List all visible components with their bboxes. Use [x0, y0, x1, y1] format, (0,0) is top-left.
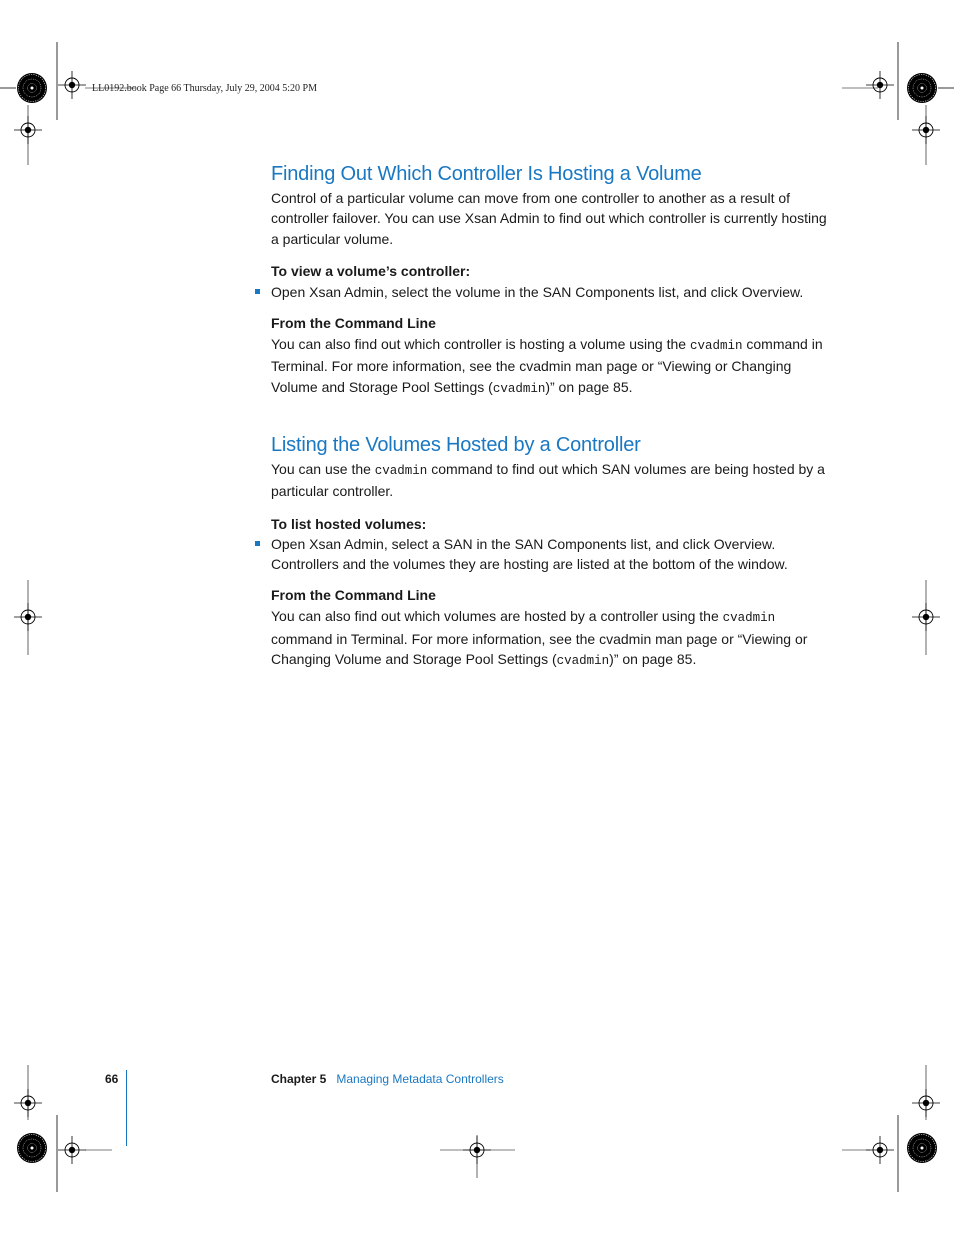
bullet-text: Open Xsan Admin, select the volume in the SAN Components list, and click Overview.: [271, 283, 804, 300]
inline-code: cvadmin: [374, 464, 428, 479]
footer-divider: [126, 1070, 127, 1146]
section-intro: Control of a particular volume can move from one controller to another as a result of controller failover. You can use Xsan Admin to find out which controller is currently hosting a particular volume.: [271, 190, 827, 247]
task-label: To list hosted volumes:: [271, 515, 427, 532]
text-run: )” on page 85.: [545, 378, 633, 395]
command-line-paragraph: [271, 334, 831, 399]
bullet-text: Open Xsan Admin, select a SAN in the SAN Components list, and click Overview. Controllers and the volumes they are hosting are listed at the bottom of the window.: [271, 535, 788, 572]
bullet-square-icon: [255, 541, 260, 546]
task-label: To view a volume’s controller:: [271, 262, 471, 279]
inline-code: cvadmin: [492, 381, 546, 396]
section-intro: [271, 459, 831, 502]
text-run: )” on page 85.: [609, 650, 697, 667]
chapter-label: Chapter 5: [271, 1072, 327, 1086]
text-run: You can use the: [271, 461, 375, 478]
inline-code: cvadmin: [556, 653, 610, 668]
chapter-title: Managing Metadata Controllers: [336, 1072, 504, 1086]
bullet-item: [271, 282, 831, 302]
page-number: 66: [105, 1072, 119, 1086]
inline-code: cvadmin: [689, 339, 743, 354]
section-heading-listing: Listing the Volumes Hosted by a Controller: [271, 434, 641, 457]
footer-chapter: [271, 1072, 504, 1086]
command-line-paragraph: [271, 606, 831, 671]
section-heading-hosting: Finding Out Which Controller Is Hosting a Volume: [271, 163, 702, 185]
page-content: [271, 160, 831, 671]
inline-code: cvadmin: [722, 611, 776, 626]
command-line-heading: From the Command Line: [271, 315, 436, 332]
bullet-item: [271, 534, 831, 575]
bullet-square-icon: [255, 289, 260, 294]
text-run: You can also find out which controller is hosting a volume using the: [271, 336, 690, 353]
text-run: command to find out which SAN volumes are being hosted by a particular controller.: [271, 461, 825, 500]
command-line-heading: From the Command Line: [271, 587, 436, 604]
text-run: You can also find out which volumes are hosted by a controller using the: [271, 608, 723, 625]
text-run: command in Terminal. For more information, see the cvadmin man page or “Viewing or Changing Volume and Storage Pool Settings (: [271, 630, 808, 667]
text-run: command in Terminal. For more information, see the cvadmin man page or “Viewing or Changing Volume and Storage Pool Settings (: [271, 336, 823, 395]
print-slug: LL0192.book Page 66 Thursday, July 29, 2004 5:20 PM: [92, 83, 317, 94]
